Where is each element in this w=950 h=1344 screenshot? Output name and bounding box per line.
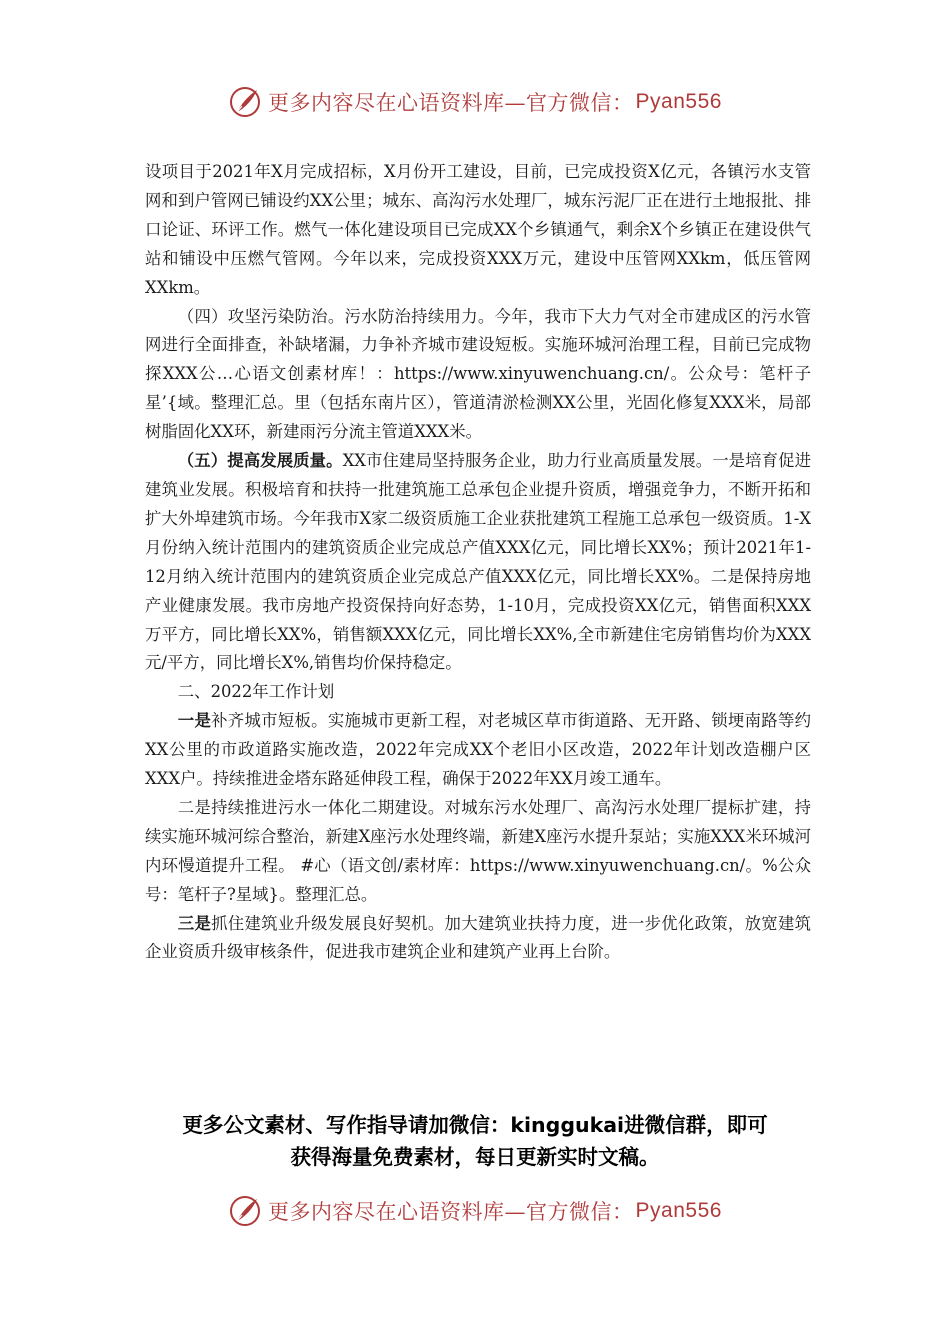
paragraph-plan-1 [145,707,811,794]
paragraph-plan-3-text: 抓住建筑业升级发展良好契机。加大建筑业扶持力度，进一步优化政策，放宽建筑企业资质升级审核条件，促进我市建筑企业和建筑产业再上台阶。 [145,913,812,962]
footer-notice [110,1109,840,1173]
paragraph-plan-3 [145,910,811,968]
footer-banner-wechat-id: Pyan556 [635,1199,722,1222]
footer-line-2: 获得海量免费素材，每日更新实时文稿。 [290,1145,660,1169]
paragraph-plan-3-lead: 三是 [177,913,212,933]
document-body [145,158,811,967]
footer-banner [0,1191,950,1231]
paragraph-quality-lead: （五）提高发展质量。 [177,451,343,471]
footer-banner-text: 更多内容尽在心语资料库—官方微信： [268,1200,634,1224]
footer-line-1: 更多公文素材、写作指导请加微信：kinggukai进微信群，即可 [182,1113,768,1137]
paragraph-plan-2: 二是持续推进污水一体化二期建设。对城东污水处理厂、高沟污水处理厂提标扩建，持续实施环城河综合整治，新建X座污水处理终端，新建X座污水提升泵站；实施XXX米环城河内环慢道提升工程。 #心（语文创/素材库：https://www.xinyuwenchuang.cn/。%公众号：笔杆子?星域}。整理汇总。 [145,797,811,904]
paragraph-1: 设项目于2021年X月完成招标，X月份开工建设，目前，已完成投资X亿元，各镇污水支管网和到户管网已铺设约XX公里；城东、高沟污水处理厂，城东污泥厂正在进行土地报批、排口论证、环评工作。燃气一体化建设项目已完成XX个乡镇通气，剩余X个乡镇正在建设供气站和铺设中压燃气管网。今年以来，完成投资XXX万元，建设中压管网XXkm，低压管网XXkm。 [145,162,811,297]
paragraph-pollution: （四）攻坚污染防治。污水防治持续用力。今年，我市下大力气对全市建成区的污水管网进行全面排查，补缺堵漏，力争补齐城市建设短板。实施环城河治理工程，目前已完成物探XXX公…心语文创素材库！：https://www.xinyuwenchuang.cn/。公众号：笔杆子星’{域。整理汇总。里（包括东南片区），管道清淤检测XX公里，光固化修复XXX米，局部树脂固化XX环，新建雨污分流主管道XXX米。 [145,306,811,442]
paragraph-plan-1-text: 补齐城市短板。实施城市更新工程，对老城区草市街道路、无开路、锁埂南路等约XX公里的市政道路实施改造，2022年完成XX个老旧小区改造，2022年计划改造棚户区XXX户。持续推进金塔东路延伸段工程，确保于2022年XX月竣工通车。 [145,711,812,789]
header-banner [0,82,950,122]
banner-wechat-id: Pyan556 [635,90,722,113]
paragraph-quality [145,447,811,678]
paragraph-plan-1-lead: 一是 [177,711,212,731]
banner-text: 更多内容尽在心语资料库—官方微信： [268,91,634,115]
quill-logo-icon [228,85,262,119]
quill-logo-icon [228,1194,262,1228]
section-heading-2022: 二、2022年工作计划 [177,682,335,702]
paragraph-quality-text: XX市住建局坚持服务企业，助力行业高质量发展。一是培育促进建筑业发展。积极培育和扶持一批建筑施工总承包企业提升资质，增强竞争力，不断开拓和扩大外埠建筑市场。今年我市X家二级资质施工企业获批建筑工程施工总承包一级资质。1-X月份纳入统计范围内的建筑资质企业完成总产值XXX亿元，同比增长XX%；预计2021年1-12月纳入统计范围内的建筑资质企业完成总产值XXX亿元，同比增长XX%。二是保持房地产业健康发展。我市房地产投资保持向好态势，1-10月，完成投资XX亿元，销售面积XXX万平方，同比增长XX%，销售额XXX亿元，同比增长XX%,全市新建住宅房销售均价为XXX元/平方，同比增长X%,销售均价保持稳定。 [145,451,811,673]
